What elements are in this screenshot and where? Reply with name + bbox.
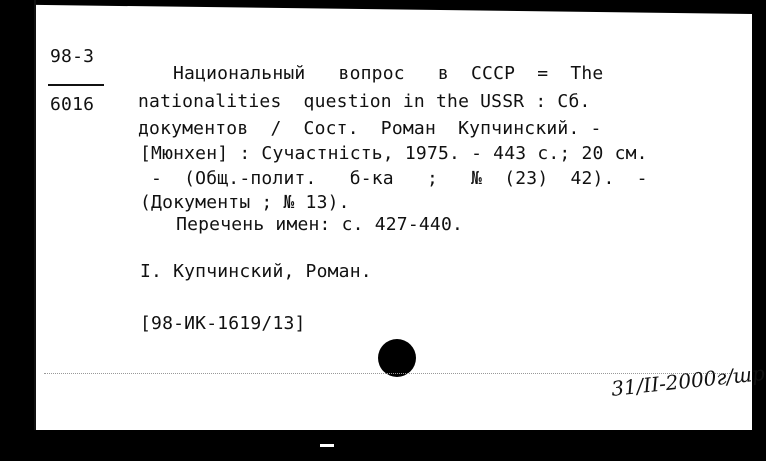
series-line-2: (Документы ; № 13). [140,192,350,213]
publication-line: [Мюнхен] : Сучастність, 1975. - 443 с.; 20 см. [140,143,648,164]
card-top-edge [36,0,752,14]
punch-hole [378,339,416,377]
card-number: [98-ИК-1619/13] [140,313,306,334]
shelf-mark-bottom: 6016 [50,94,95,115]
title-line-1: Национальный вопрос в СССР = The [173,63,604,84]
title-line-3: документов / Сост. Роман Купчинский. - [138,118,602,139]
shelf-mark-divider [48,84,104,86]
handwritten-date-note: 31/II-2000г/шр [610,360,766,401]
note-line: Перечень имен: с. 427-440. [154,214,464,235]
catalog-card [34,0,766,430]
title-line-2: nationalities question in the USSR : Сб. [138,91,591,112]
shelf-mark-top: 98-3 [50,46,95,67]
series-line: - (Общ.-полит. б-ка ; № (23) 42). - [140,168,648,189]
scan-artifact [320,444,334,447]
added-entry: I. Купчинский, Роман. [140,261,372,282]
